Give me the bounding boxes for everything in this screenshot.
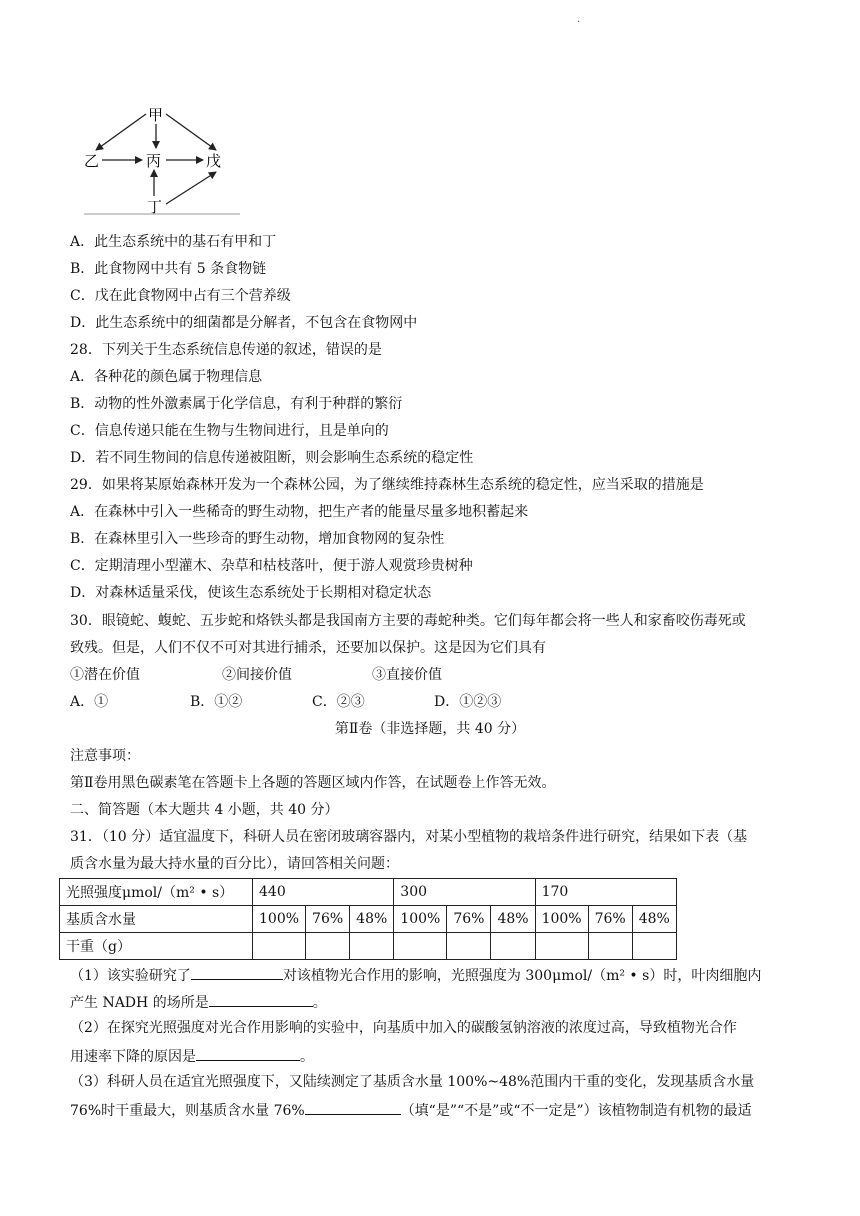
q31-sub2-line2 <box>70 1045 314 1067</box>
q30-option-b: B．①② <box>190 694 243 710</box>
node-ding: 丁 <box>147 198 163 216</box>
q31-sub3-line2 <box>70 1099 752 1121</box>
empty-cell <box>535 933 588 960</box>
q27-option-a: A．此生态系统中的基石有甲和丁 <box>70 234 277 250</box>
table-cell: 100% <box>394 906 447 933</box>
q29-option-a: A．在森林中引入一些稀奇的野生动物，把生产者的能量尽量多地积蓄起来 <box>70 504 529 520</box>
q31-sub1-line2 <box>70 991 327 1013</box>
q28-option-c: C．信息传递只能在生物与生物间进行，且是单向的 <box>70 423 389 439</box>
row-label-light: 光照强度μmol/（m² • s） <box>60 879 253 906</box>
q31-sub1-text-d: 。 <box>312 995 327 1011</box>
node-jia: 甲 <box>148 106 164 124</box>
intensity-300: 300 <box>394 879 535 906</box>
answer-blank-2[interactable] <box>209 991 313 1007</box>
empty-cell <box>306 933 350 960</box>
row-label-moisture: 基质含水量 <box>60 906 253 933</box>
empty-cell <box>588 933 632 960</box>
table-cell: 48% <box>350 906 394 933</box>
empty-cell <box>632 933 676 960</box>
q29-option-c: C．定期清理小型灌木、杂草和枯枝落叶，便于游人观赏珍贵树种 <box>70 558 473 574</box>
empty-cell <box>447 933 491 960</box>
row-label-dryweight: 干重（g） <box>60 933 253 960</box>
q31-sub3-text-b: （填“是”“不是”或“不一定是”）该植物制造有机物的最适 <box>400 1103 752 1119</box>
table-cell: 76% <box>588 906 632 933</box>
q30-value-3: ③直接价值 <box>372 667 442 683</box>
empty-cell <box>350 933 394 960</box>
q28-option-a: A．各种花的颜色属于物理信息 <box>70 369 263 385</box>
arrow-ding-wu <box>166 172 216 204</box>
q30-stem-line2: 致残。但是，人们不仅不可对其进行捕杀，还要加以保护。这是因为它们具有 <box>70 640 546 656</box>
table-cell: 100% <box>253 906 306 933</box>
q31-data-table <box>59 878 677 960</box>
answer-blank-3[interactable] <box>196 1045 300 1061</box>
part2-title: 第Ⅱ卷（非选择题，共 40 分） <box>334 721 526 737</box>
table-cell: 100% <box>535 906 588 933</box>
node-bing: 丙 <box>146 152 162 170</box>
q29-stem: 29．如果将某原始森林开发为一个森林公园，为了继续维持森林生态系统的稳定性，应当采取的措施是 <box>70 477 704 493</box>
table-cell: 48% <box>632 906 676 933</box>
q31-sub3-text-a: 76%时干重最大，则基质含水量 76% <box>70 1103 305 1119</box>
notice-title: 注意事项： <box>70 748 140 764</box>
q28-option-d: D．若不同生物间的信息传递被阻断，则会影响生态系统的稳定性 <box>70 450 474 466</box>
empty-cell <box>253 933 306 960</box>
section-heading: 二、简答题（本大题共 4 小题，共 40 分） <box>70 802 339 818</box>
q30-option-a: A．① <box>70 694 109 710</box>
header-mark: . <box>577 14 581 25</box>
empty-cell <box>491 933 535 960</box>
table-row-light <box>60 879 677 906</box>
answer-blank-1[interactable] <box>191 964 283 980</box>
q27-option-b: B．此食物网中共有 5 条食物链 <box>70 261 267 277</box>
food-web-diagram <box>82 104 242 216</box>
intensity-440: 440 <box>253 879 394 906</box>
q30-options <box>70 692 501 712</box>
q30-values <box>70 665 442 685</box>
q30-option-d: D．①②③ <box>434 694 502 710</box>
q30-value-1: ①潜在价值 <box>70 667 140 683</box>
intensity-170: 170 <box>535 879 676 906</box>
table-cell: 48% <box>491 906 535 933</box>
q27-option-d: D．此生态系统中的细菌都是分解者，不包含在食物网中 <box>70 315 418 331</box>
arrow-jia-wu <box>166 114 216 150</box>
q31-sub2-text-b: 。 <box>300 1049 314 1065</box>
q30-stem-line1: 30．眼镜蛇、蝮蛇、五步蛇和烙铁头都是我国南方主要的毒蛇种类。它们每年都会将一些人和家畜咬伤毒死或 <box>70 613 746 629</box>
q31-sub1-line1 <box>70 964 761 986</box>
table-row-dryweight <box>60 933 677 960</box>
q30-value-2: ②间接价值 <box>222 667 292 683</box>
q27-option-c: C．戊在此食物网中占有三个营养级 <box>70 288 291 304</box>
q31-stem-line2: 质含水量为最大持水量的百分比），请回答相关问题： <box>70 856 399 872</box>
arrow-jia-yi <box>96 114 146 150</box>
table-row-moisture <box>60 906 677 933</box>
q31-sub2-line1: （2）在探究光照强度对光合作用影响的实验中，向基质中加入的碳酸氢钠溶液的浓度过高，导致植物光合作 <box>70 1020 737 1036</box>
q31-stem-line1: 31．（10 分）适宜温度下，科研人员在密闭玻璃容器内，对某小型植物的栽培条件进行研究，结果如下表（基 <box>70 829 748 845</box>
q29-option-d: D．对森林适量采伐，使该生态系统处于长期相对稳定状态 <box>70 585 432 601</box>
notice-text: 第Ⅱ卷用黑色碳素笔在答题卡上各题的答题区域内作答，在试题卷上作答无效。 <box>70 775 556 791</box>
table-cell: 76% <box>306 906 350 933</box>
q28-stem: 28．下列关于生态系统信息传递的叙述，错误的是 <box>70 342 382 358</box>
q31-sub1-text-c: 产生 NADH 的场所是 <box>70 995 209 1011</box>
node-yi: 乙 <box>84 152 100 170</box>
q29-option-b: B．在森林里引入一些珍奇的野生动物，增加食物网的复杂性 <box>70 531 445 547</box>
node-wu: 戊 <box>206 152 222 170</box>
q30-option-c: C．②③ <box>312 694 365 710</box>
empty-cell <box>394 933 447 960</box>
q31-sub3-line1: （3）科研人员在适宜光照强度下，又陆续测定了基质含水量 100%~48%范围内干重的变化，发现基质含水量 <box>70 1074 755 1090</box>
q31-sub2-text-a: 用速率下降的原因是 <box>70 1049 196 1065</box>
q31-sub1-text-a: （1）该实验研究了 <box>70 968 191 984</box>
answer-blank-4[interactable] <box>305 1099 401 1115</box>
q31-sub1-text-b: 对该植物光合作用的影响，光照强度为 300μmol/（m² • s）时，叶肉细胞内 <box>282 968 762 984</box>
q28-option-b: B．动物的性外激素属于化学信息，有利于种群的繁衍 <box>70 396 403 412</box>
table-cell: 76% <box>447 906 491 933</box>
